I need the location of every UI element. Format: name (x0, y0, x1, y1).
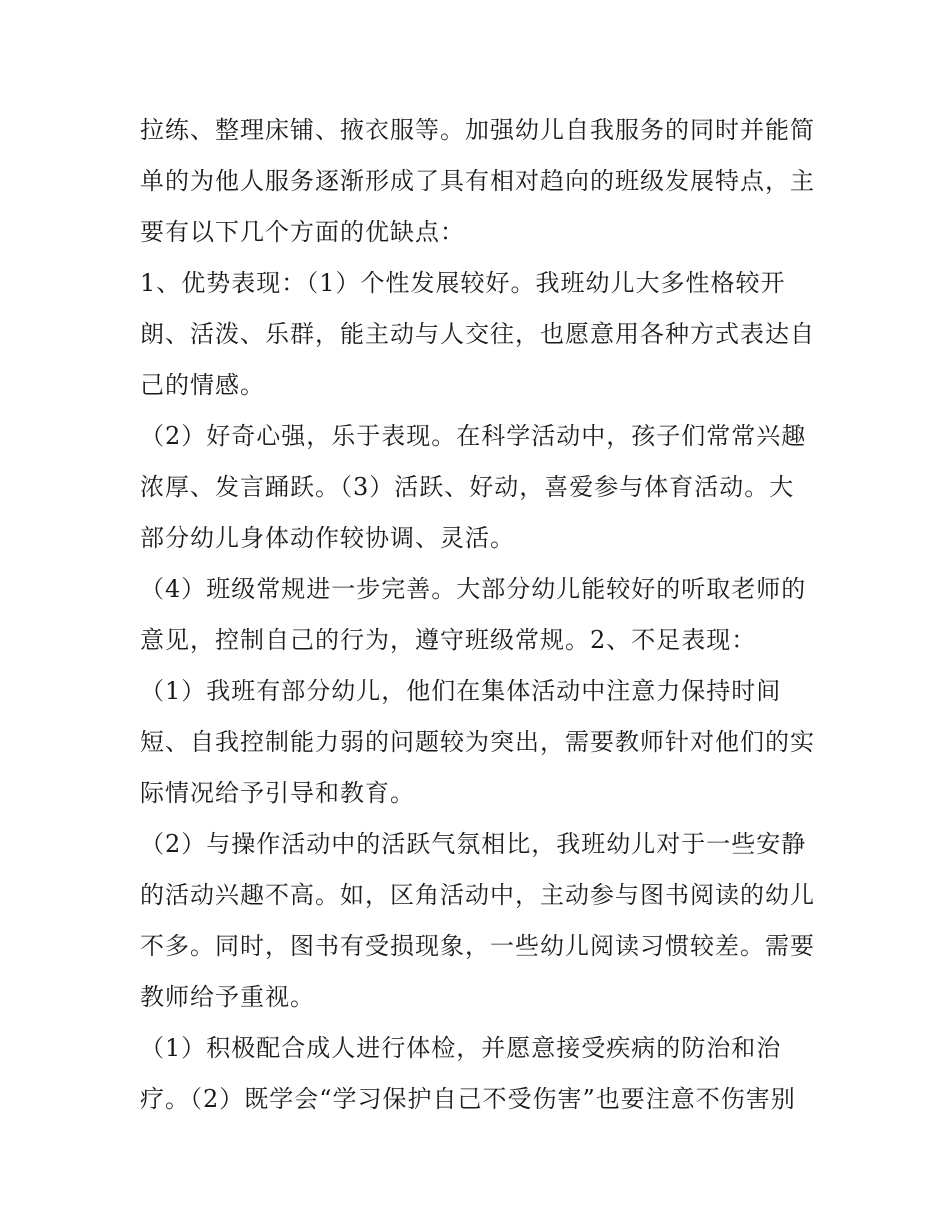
text-line: 教师给予重视。 (140, 983, 315, 1011)
text-line: （4）班级常规进一步完善。大部分幼儿能较好的听取老师的 (140, 575, 807, 603)
text-line: 单的为他人服务逐渐形成了具有相对趋向的班级发展特点，主 (140, 167, 815, 195)
text-line: 的活动兴趣不高。如，区角活动中，主动参与图书阅读的幼儿 (140, 881, 815, 909)
text-line: 疗。（2）既学会“学习保护自己不受伤害”也要注意不伤害别 (140, 1085, 796, 1113)
text-line: 短、自我控制能力弱的问题较为突出，需要教师针对他们的实 (140, 728, 815, 756)
text-line: 要有以下几个方面的优缺点： (140, 218, 465, 246)
text-line: （1）积极配合成人进行体检，并愿意接受疾病的防治和治 (140, 1034, 782, 1062)
text-line: 1、优势表现：（1）个性发展较好。我班幼儿大多性格较开 (140, 269, 786, 297)
text-line: （2）与操作活动中的活跃气氛相比，我班幼儿对于一些安静 (140, 830, 807, 858)
body-text (140, 105, 820, 1125)
text-line: （1）我班有部分幼儿，他们在集体活动中注意力保持时间 (140, 677, 782, 705)
text-line: 际情况给予引导和教育。 (140, 779, 415, 807)
text-line: 不多。同时，图书有受损现象，一些幼儿阅读习惯较差。需要 (140, 932, 815, 960)
text-line: 浓厚、发言踊跃。（3）活跃、好动，喜爱参与体育活动。大 (140, 473, 795, 501)
text-line: 朗、活泼、乐群，能主动与人交往，也愿意用各种方式表达自 (140, 320, 815, 348)
text-line: 部分幼儿身体动作较协调、灵活。 (140, 524, 515, 552)
text-line: 意见，控制自己的行为，遵守班级常规。2、不足表现： (140, 626, 757, 654)
text-line: 己的情感。 (140, 371, 265, 399)
text-line: （2）好奇心强，乐于表现。在科学活动中，孩子们常常兴趣 (140, 422, 807, 450)
text-line: 拉练、整理床铺、掖衣服等。加强幼儿自我服务的同时并能简 (140, 116, 815, 144)
